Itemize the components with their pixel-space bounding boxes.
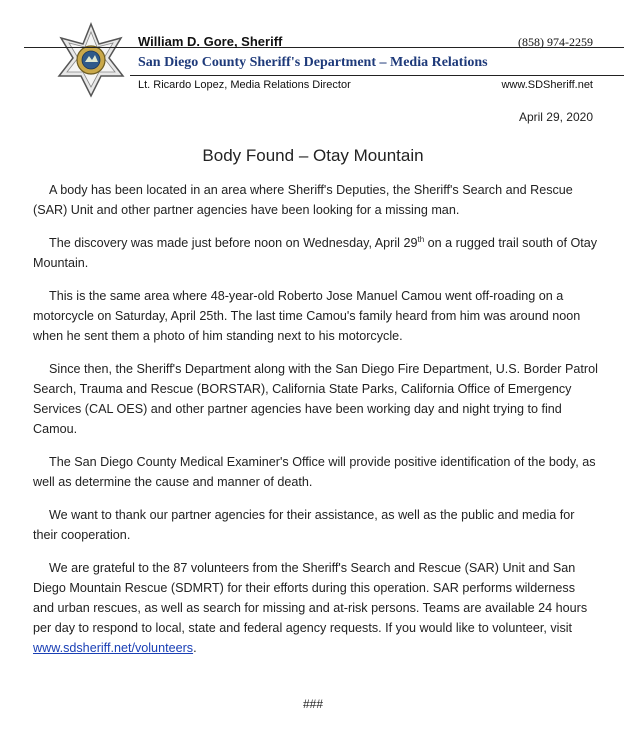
release-body <box>33 180 599 671</box>
paragraph-2-text-end: on a rugged trail south of Otay Mountain. <box>33 236 598 270</box>
sheriff-name: William D. Gore, Sheriff <box>138 34 283 49</box>
paragraph-5: The San Diego County Medical Examiner's Office will provide positive identification of the body, as well as determine the cause and manner of death. <box>33 455 596 489</box>
paragraph-4: Since then, the Sheriff's Department along with the San Diego Fire Department, U.S. Border Patrol Search, Trauma and Rescue (BORSTAR), California State Parks, California Office of Emergency Services (CAL OES) and other partner agencies have been working day and night trying to find Camou. <box>33 362 598 436</box>
header-rule-bottom <box>130 75 624 76</box>
ordinal-suffix: th <box>417 234 425 244</box>
release-title: Body Found – Otay Mountain <box>202 146 424 165</box>
letterhead <box>0 0 626 100</box>
sheriff-star-badge-icon <box>55 22 127 98</box>
release-date: April 29, 2020 <box>518 110 593 124</box>
paragraph-7-text-end: . <box>193 641 197 655</box>
phone-number: (858) 974-2259 <box>518 35 593 49</box>
website: www.SDSheriff.net <box>501 79 593 91</box>
paragraph-2-text: The discovery was made just before noon on Wednesday, April 29 <box>49 236 418 250</box>
paragraph-3: This is the same area where 48-year-old Roberto Jose Manuel Camou went off-roading on a motorcycle on Saturday, April 25th. The last time Camou's family heard from him was around noon when he sent them a photo of him standing next to his motorcycle. <box>33 289 581 343</box>
paragraph-7 <box>33 558 599 658</box>
paragraph-1: A body has been located in an area where Sheriff's Deputies, the Sheriff's Search and Rescue (SAR) Unit and other partner agencies have been looking for a missing man. <box>33 183 573 217</box>
media-director: Lt. Ricardo Lopez, Media Relations Director <box>138 79 351 91</box>
paragraph-7-text: We are grateful to the 87 volunteers from the Sheriff's Search and Rescue (SAR) Unit and San Diego Mountain Rescue (SDMRT) for their efforts during this operation. SAR performs wilderness and urban rescues, as well as search for missing and at-risk persons. Teams are available 24 hours per day to respond to local, state and federal agency requests. If you would like to volunteer, visit <box>33 561 588 635</box>
volunteer-link[interactable]: www.sdsheriff.net/volunteers <box>33 641 194 655</box>
paragraph-6: We want to thank our partner agencies for their assistance, as well as the public and media for their cooperation. <box>33 508 575 542</box>
department-name: San Diego County Sheriff's Department – Media Relations <box>138 55 488 70</box>
paragraph-2 <box>33 233 599 273</box>
end-mark: ### <box>302 697 324 711</box>
